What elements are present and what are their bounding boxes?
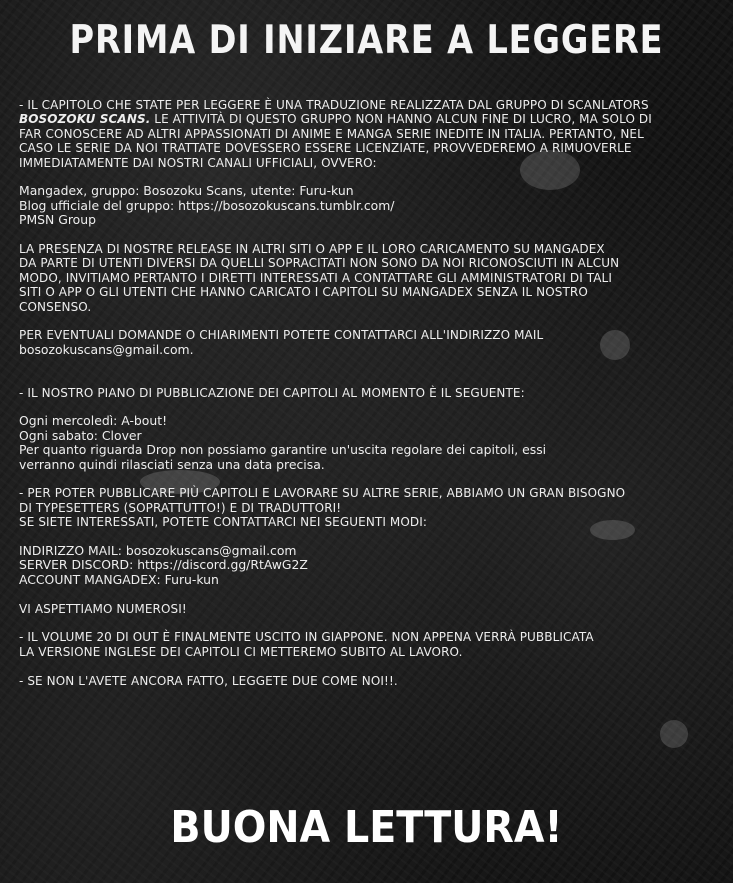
blog-link[interactable]: Blog ufficiale del gruppo: https://bosozokuscans.tumblr.com/ xyxy=(19,197,395,213)
paint-splatter xyxy=(660,720,688,748)
volume-news xyxy=(19,630,719,659)
contact-list xyxy=(19,544,719,587)
welcome-line xyxy=(19,602,719,616)
text-line: VI ASPETTIAMO NUMEROSI! xyxy=(19,601,187,616)
text-line: SE SIETE INTERESSATI, POTETE CONTATTARCI NEI SEGUENTI MODI: xyxy=(19,515,428,530)
text-line: Ogni sabato: Clover xyxy=(19,427,142,443)
release-schedule xyxy=(19,414,719,472)
text-line: LA VERSIONE INGLESE DEI CAPITOLI CI METTEREMO SUBITO AL LAVORO. xyxy=(19,644,463,659)
page-title: PRIMA DI INIZIARE A LEGGERE xyxy=(69,18,664,63)
text-line: PER EVENTUALI DOMANDE O CHIARIMENTI POTETE CONTATTARCI ALL'INDIRIZZO MAIL xyxy=(19,328,544,343)
discord-link[interactable]: SERVER DISCORD: https://discord.gg/RtAwG2Z xyxy=(19,557,308,573)
text-line: MODO, INVITIAMO PERTANTO I DIRETTI INTERESSATI A CONTATTARE GLI AMMINISTRATORI DI TALI xyxy=(19,270,612,285)
recruitment-notice xyxy=(19,486,719,529)
schedule-heading xyxy=(19,386,719,400)
text-line: CASO LE SERIE DA NOI TRATTATE DOVESSERO ESSERE LICENZIATE, PROVVEDEREMO A RIMUOVERLE xyxy=(19,141,632,156)
text-line: - PER POTER PUBBLICARE PIÙ CAPITOLI E LAVORARE SU ALTRE SERIE, ABBIAMO UN GRAN BISOGNO xyxy=(19,486,626,501)
text-line: - IL CAPITOLO CHE STATE PER LEGGERE È UNA TRADUZIONE REALIZZATA DAL GRUPPO DI SCANLATORS xyxy=(19,98,649,112)
text-line: - IL NOSTRO PIANO DI PUBBLICAZIONE DEI CAPITOLI AL MOMENTO È IL SEGUENTE: xyxy=(19,385,525,400)
mangadex-account: ACCOUNT MANGADEX: Furu-kun xyxy=(19,571,219,587)
email-link[interactable]: bosozokuscans@gmail.com. xyxy=(19,341,194,357)
text-line: - SE NON L'AVETE ANCORA FATTO, LEGGETE DUE COME NOI!!. xyxy=(19,673,398,688)
text-line: CONSENSO. xyxy=(19,299,92,314)
text-line: verranno quindi rilasciati senza una data precisa. xyxy=(19,456,325,472)
unauthorized-release-notice xyxy=(19,242,719,314)
text-line: DA PARTE DI UTENTI DIVERSI DA QUELLI SOPRACITATI NON SONO DA NOI RICONOSCIUTI IN ALCUN xyxy=(19,256,620,271)
text-line: IMMEDIATAMENTE DAI NOSTRI CANALI UFFICIALI, OVVERO: xyxy=(19,155,377,170)
notice-text xyxy=(19,98,719,702)
text-line: FAR CONOSCERE AD ALTRI APPASSIONATI DI ANIME E MANGA SERIE INEDITE IN ITALIA. PERTANTO, NEL xyxy=(19,126,644,141)
text-line: Ogni mercoledì: A-bout! xyxy=(19,413,168,429)
group-name: BOSOZOKU SCANS. xyxy=(19,112,151,127)
reading-tip xyxy=(19,674,719,688)
text-line: DI TYPESETTERS (SOPRATTUTTO!) E DI TRADUTTORI! xyxy=(19,500,342,515)
text-line: - IL VOLUME 20 DI OUT È FINALMENTE USCITO IN GIAPPONE. NON APPENA VERRÀ PUBBLICATA xyxy=(19,630,594,645)
text-line: LA PRESENZA DI NOSTRE RELEASE IN ALTRI SITI O APP E IL LORO CARICAMENTO SU MANGADEX xyxy=(19,242,605,257)
spacer xyxy=(19,372,719,386)
text-fragment: LE ATTIVITÀ DI QUESTO GRUPPO NON HANNO ALCUN FINE DI LUCRO, MA SOLO DI xyxy=(150,112,652,127)
text-line: SITI O APP O GLI UTENTI CHE HANNO CARICATO I CAPITOLI SU MANGADEX SENZA IL NOSTRO xyxy=(19,285,588,300)
text-line: Per quanto riguarda Drop non possiamo garantire un'uscita regolare dei capitoli, essi xyxy=(19,442,547,458)
text-line xyxy=(19,112,719,126)
scanlation-notice xyxy=(19,98,719,170)
text-line: Mangadex, gruppo: Bosozoku Scans, utente: Furu-kun xyxy=(19,183,354,199)
official-channels xyxy=(19,184,719,227)
contact-notice xyxy=(19,328,719,357)
text-line: PMSN Group xyxy=(19,212,96,228)
email-contact[interactable]: INDIRIZZO MAIL: bosozokuscans@gmail.com xyxy=(19,543,297,559)
closing-banner: BUONA LETTURA! xyxy=(170,802,563,853)
